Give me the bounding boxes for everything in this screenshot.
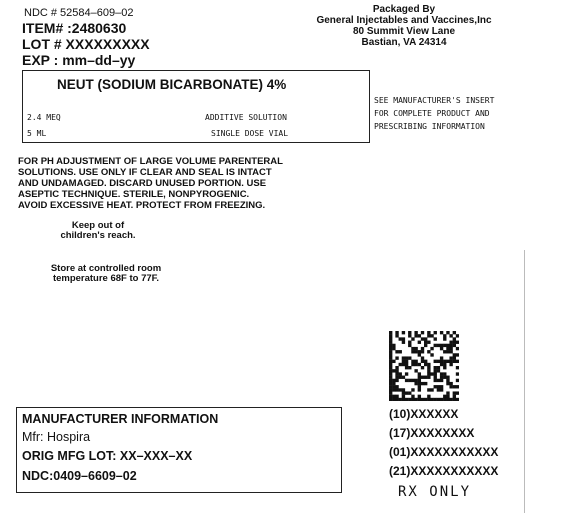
packager-line: Bastian, VA 24314 [361,37,447,48]
rx-only: RX ONLY [398,484,472,500]
lot-number: LOT # XXXXXXXXX [22,36,150,52]
packager-block [294,4,514,48]
gs1-code-01: (01)XXXXXXXXXXX [389,445,499,459]
warning-line: SOLUTIONS. USE ONLY IF CLEAR AND SEAL IS INTACT [18,167,272,178]
manufacturer-box [16,407,342,493]
warning-line: AVOID EXCESSIVE HEAT. PROTECT FROM FREEZING. [18,200,266,211]
insert-note [374,94,494,133]
product-volume: 5 ML [27,129,47,138]
expiration-date: EXP : mm–dd–yy [22,52,136,68]
manufacturer-title: MANUFACTURER INFORMATION [22,412,219,426]
manufacturer-name: Mfr: Hospira [22,430,91,444]
product-name: NEUT (SODIUM BICARBONATE) 4% [57,77,287,92]
gs1-code-17: (17)XXXXXXXX [389,426,475,440]
child-warning [48,221,148,241]
product-type: ADDITIVE SOLUTION [205,113,287,122]
storage-line: Store at controlled room [50,263,162,274]
insert-note-line: PRESCRIBING INFORMATION [374,122,485,131]
original-lot: ORIG MFG LOT: XX–XXX–XX [22,449,193,463]
product-box [22,70,370,143]
item-number: ITEM# :2480630 [22,20,127,36]
product-container: SINGLE DOSE VIAL [211,129,289,138]
packager-line: 80 Summit View Lane [352,26,456,37]
warning-line: ASEPTIC TECHNIQUE. STERILE, NONPYROGENIC. [18,189,250,200]
storage-line: temperature 68F to 77F. [52,273,160,284]
insert-note-line: SEE MANUFACTURER'S INSERT [374,96,495,105]
insert-note-line: FOR COMPLETE PRODUCT AND [374,109,490,118]
edge-line [524,250,525,513]
child-warning-line: children's reach. [60,230,136,241]
warning-line: AND UNDAMAGED. DISCARD UNUSED PORTION. USE [18,178,267,189]
gs1-code-21: (21)XXXXXXXXXXX [389,464,499,478]
warning-line: FOR PH ADJUSTMENT OF LARGE VOLUME PARENTERAL [18,156,283,167]
product-strength: 2.4 MEQ [27,113,61,122]
datamatrix-barcode [389,331,459,401]
ndc-number: NDC # 52584–609–02 [24,7,134,19]
usage-warning [18,156,283,211]
original-ndc: NDC:0409–6609–02 [22,469,137,483]
storage-instructions [36,264,176,284]
packager-line: General Injectables and Vaccines,Inc [316,15,492,26]
gs1-code-10: (10)XXXXXX [389,407,459,421]
packager-line: Packaged By [372,4,436,15]
child-warning-line: Keep out of [71,220,125,231]
